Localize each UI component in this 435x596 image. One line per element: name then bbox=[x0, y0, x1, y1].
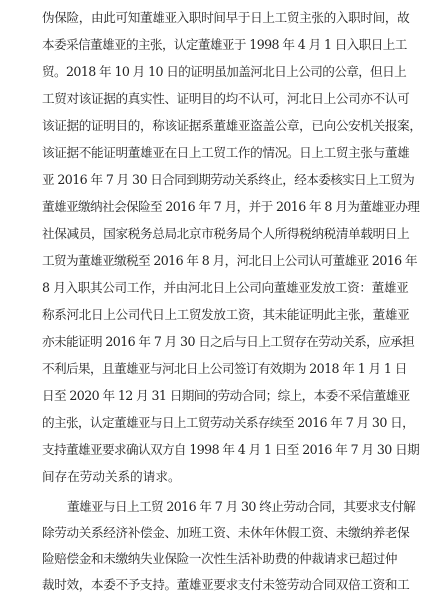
text-line: 除劳动关系经济补偿金、加班工资、未休年休假工资、未缴纳养老保 bbox=[42, 525, 410, 540]
text-line: 该证据的证明目的，称该证据系董雄亚盗盖公章，已向公安机关报案， bbox=[42, 118, 422, 133]
text-line: 险赔偿金和未缴纳失业保险一次性生活补助费的仲裁请求已超过仲 bbox=[42, 551, 398, 566]
text-line: 本委采信董雄亚的主张，认定董雄亚于 1998 年 4 月 1 日入职日上工 bbox=[42, 37, 407, 52]
text-line: 工贸对该证据的真实性、证明目的均不认可，河北日上公司亦不认可 bbox=[42, 91, 410, 106]
text-line: 社保减员，国家税务总局北京市税务局个人所得税纳税清单载明日上 bbox=[42, 226, 410, 241]
text-line: 董雄亚缴纳社会保险至 2016 年 7 月，并于 2016 年 8 月为董雄亚办理 bbox=[42, 199, 420, 214]
text-line: 该证据不能证明董雄亚在日上工贸工作的情况。日上工贸主张与董雄 bbox=[42, 145, 410, 160]
text-line: 亦未能证明 2016 年 7 月 30 日之后与日上工贸存在劳动关系，应承担 bbox=[42, 334, 415, 349]
text-line: 间存在劳动关系的请求。 bbox=[42, 469, 181, 484]
text-line: 的主张，认定董雄亚与日上工贸劳动关系存续至 2016 年 7 月 30 日， bbox=[42, 415, 415, 430]
text-line: 贸。2018 年 10 月 10 日的证明虽加盖河北日上公司的公章，但日上 bbox=[42, 64, 407, 79]
text-line: 称系河北日上公司代日上工贸发放工资，其未能证明此主张，董雄亚 bbox=[42, 307, 410, 322]
text-line: 亚 2016 年 7 月 30 日合同到期劳动关系终止，经本委核实日上工贸为 bbox=[42, 172, 415, 187]
paragraph-first-line: 董雄亚与日上工贸 2016 年 7 月 30 终止劳动合同，其要求支付解 bbox=[67, 499, 416, 514]
text-line: 支持董雄亚要求确认双方自 1998 年 4 月 1 日至 2016 年 7 月 30 日期 bbox=[42, 442, 420, 457]
text-line: 8 月入职其公司工作，并由河北日上公司向董雄亚发放工资：董雄亚 bbox=[42, 280, 409, 295]
text-line: 工贸为董雄亚缴税至 2016 年 8 月，河北日上公司认可董雄亚 2016 年 bbox=[42, 253, 417, 268]
text-line: 不利后果，且董雄亚与河北日上公司签订有效期为 2018 年 1 月 1 日 bbox=[42, 361, 407, 376]
text-line: 裁时效，本委不予支持。董雄亚要求支付未签劳动合同双倍工资和工 bbox=[42, 577, 410, 592]
text-line: 日至 2020 年 12 月 31 日期间的劳动合同；综上，本委不采信董雄亚 bbox=[42, 388, 410, 403]
text-line: 伪保险，由此可知董雄亚入职时间早于日上工贸主张的入职时间，故 bbox=[42, 10, 410, 25]
